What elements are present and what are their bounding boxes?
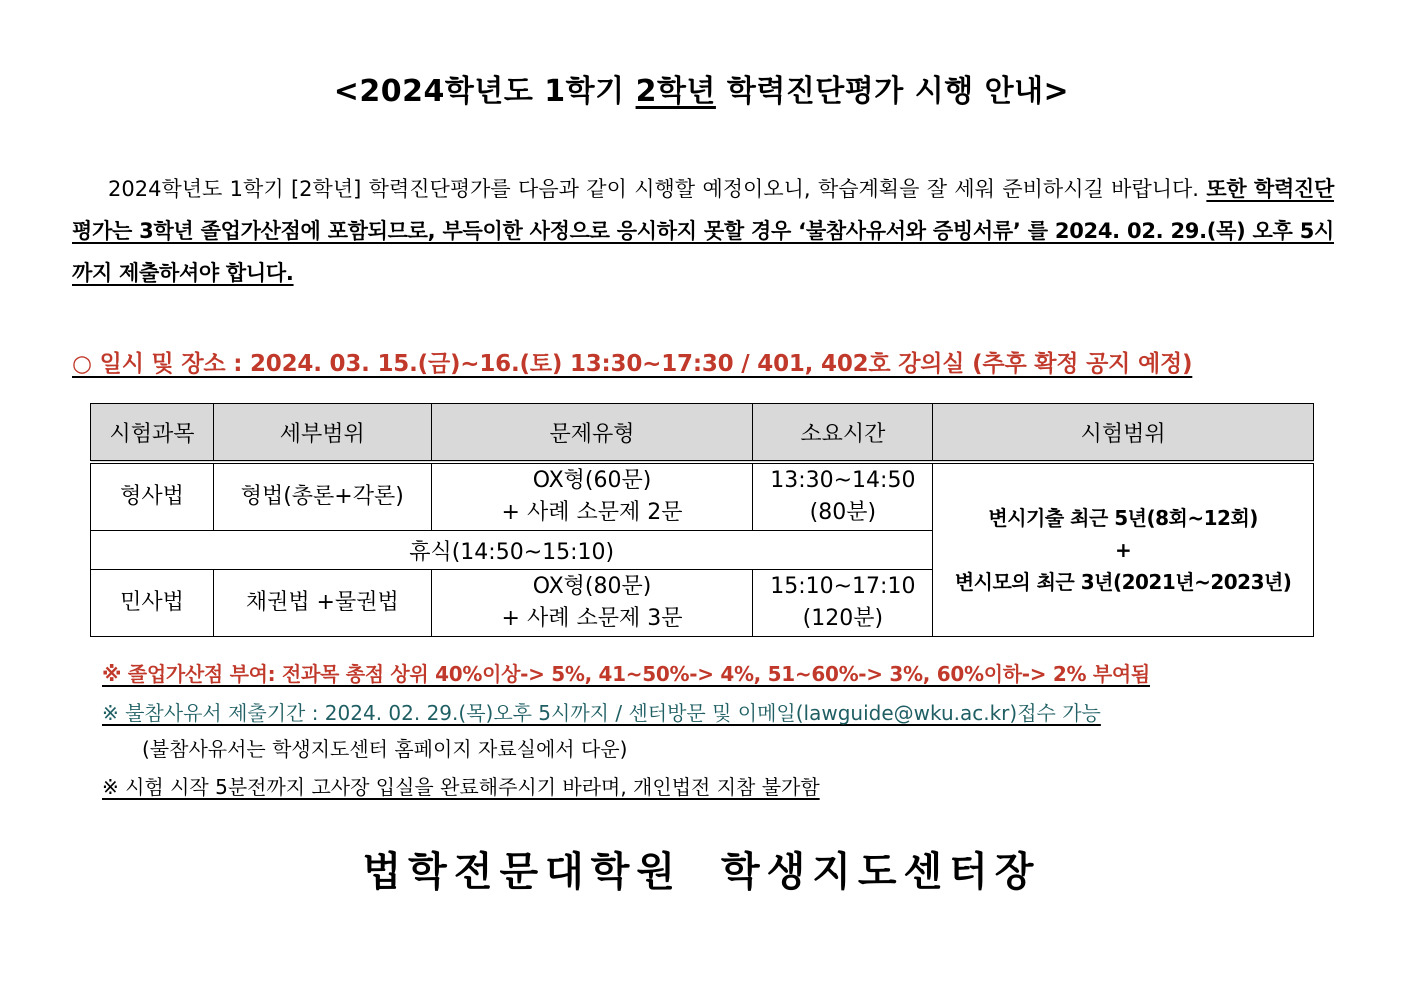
exam-range — [933, 462, 1314, 637]
exam-table — [90, 403, 1314, 637]
type-line: + 사례 소문제 3문 — [501, 606, 683, 631]
detail-criminal: 형법(총론+각론) — [213, 462, 431, 531]
type-line: OX형(80문) — [532, 574, 652, 599]
time-line: (120분) — [802, 606, 884, 631]
subject-criminal: 형사법 — [91, 462, 214, 531]
table-row — [91, 462, 1314, 531]
range-line: 변시기출 최근 5년(8회~12회) — [988, 506, 1258, 530]
header-detail: 세부범위 — [213, 404, 431, 463]
type-line: + 사례 소문제 2문 — [501, 500, 683, 525]
schedule-line: ○ 일시 및 장소 : 2024. 03. 15.(금)~16.(토) 13:30~17:30 / 401, 402호 강의실 (추후 확정 공지 예정) — [72, 351, 1193, 377]
title-prefix: <2024학년도 1학기 — [333, 74, 636, 109]
range-line: + — [1115, 538, 1132, 562]
time-criminal — [753, 462, 933, 531]
header-subject: 시험과목 — [91, 404, 214, 463]
title-suffix: 학력진단평가 시행 안내> — [715, 74, 1070, 109]
header-type: 문제유형 — [431, 404, 753, 463]
note-graduation-points: ※ 졸업가산점 부여: 전과목 총점 상위 40%이상-> 5%, 41~50%-> 4%, 51~60%-> 3%, 60%이하-> 2% 부여됨 — [102, 662, 1150, 686]
subject-civil: 민사법 — [91, 570, 214, 637]
time-line: 13:30~14:50 — [770, 468, 916, 493]
break-time: 휴식(14:50~15:10) — [91, 531, 933, 570]
time-civil — [753, 570, 933, 637]
note-absence-submission: ※ 불참사유서 제출기간 : 2024. 02. 29.(목)오후 5시까지 / 센터방문 및 이메일(lawguide@wku.ac.kr)접수 가능 — [102, 701, 1101, 725]
signature-footer: 법학전문대학원 학생지도센터장 — [362, 849, 1041, 895]
time-line: 15:10~17:10 — [770, 574, 916, 599]
table-header-row — [91, 404, 1314, 463]
header-range: 시험범위 — [933, 404, 1314, 463]
title-grade: 2학년 — [635, 74, 716, 109]
intro-paragraph — [72, 168, 1334, 294]
intro-emphasis: 또한 학력진단평가는 3학년 졸업가산점에 포함되므로, 부득이한 사정으로 응시하지 못할 경우 ‘불참사유서와 증빙서류’ 를 2024. 02. 29.(목) 오후 5시까지 제출하셔야 합니다. — [72, 177, 1334, 285]
header-time: 소요시간 — [753, 404, 933, 463]
type-line: OX형(60문) — [532, 468, 652, 493]
detail-civil: 채권법 +물권법 — [213, 570, 431, 637]
range-line: 변시모의 최근 3년(2021년~2023년) — [954, 570, 1292, 594]
time-line: (80분) — [809, 500, 877, 525]
intro-normal: 2024학년도 1학기 [2학년] 학력진단평가를 다음과 같이 시행할 예정이오니, 학습계획을 잘 세워 준비하시길 바랍니다. — [108, 177, 1207, 201]
type-civil — [431, 570, 753, 637]
type-criminal — [431, 462, 753, 531]
note-absence-download: (불참사유서는 학생지도센터 홈페이지 자료실에서 다운) — [142, 737, 628, 761]
document-title — [0, 66, 1403, 110]
note-arrival: ※ 시험 시작 5분전까지 고사장 입실을 완료해주시기 바라며, 개인법전 지참 불가함 — [102, 775, 820, 799]
